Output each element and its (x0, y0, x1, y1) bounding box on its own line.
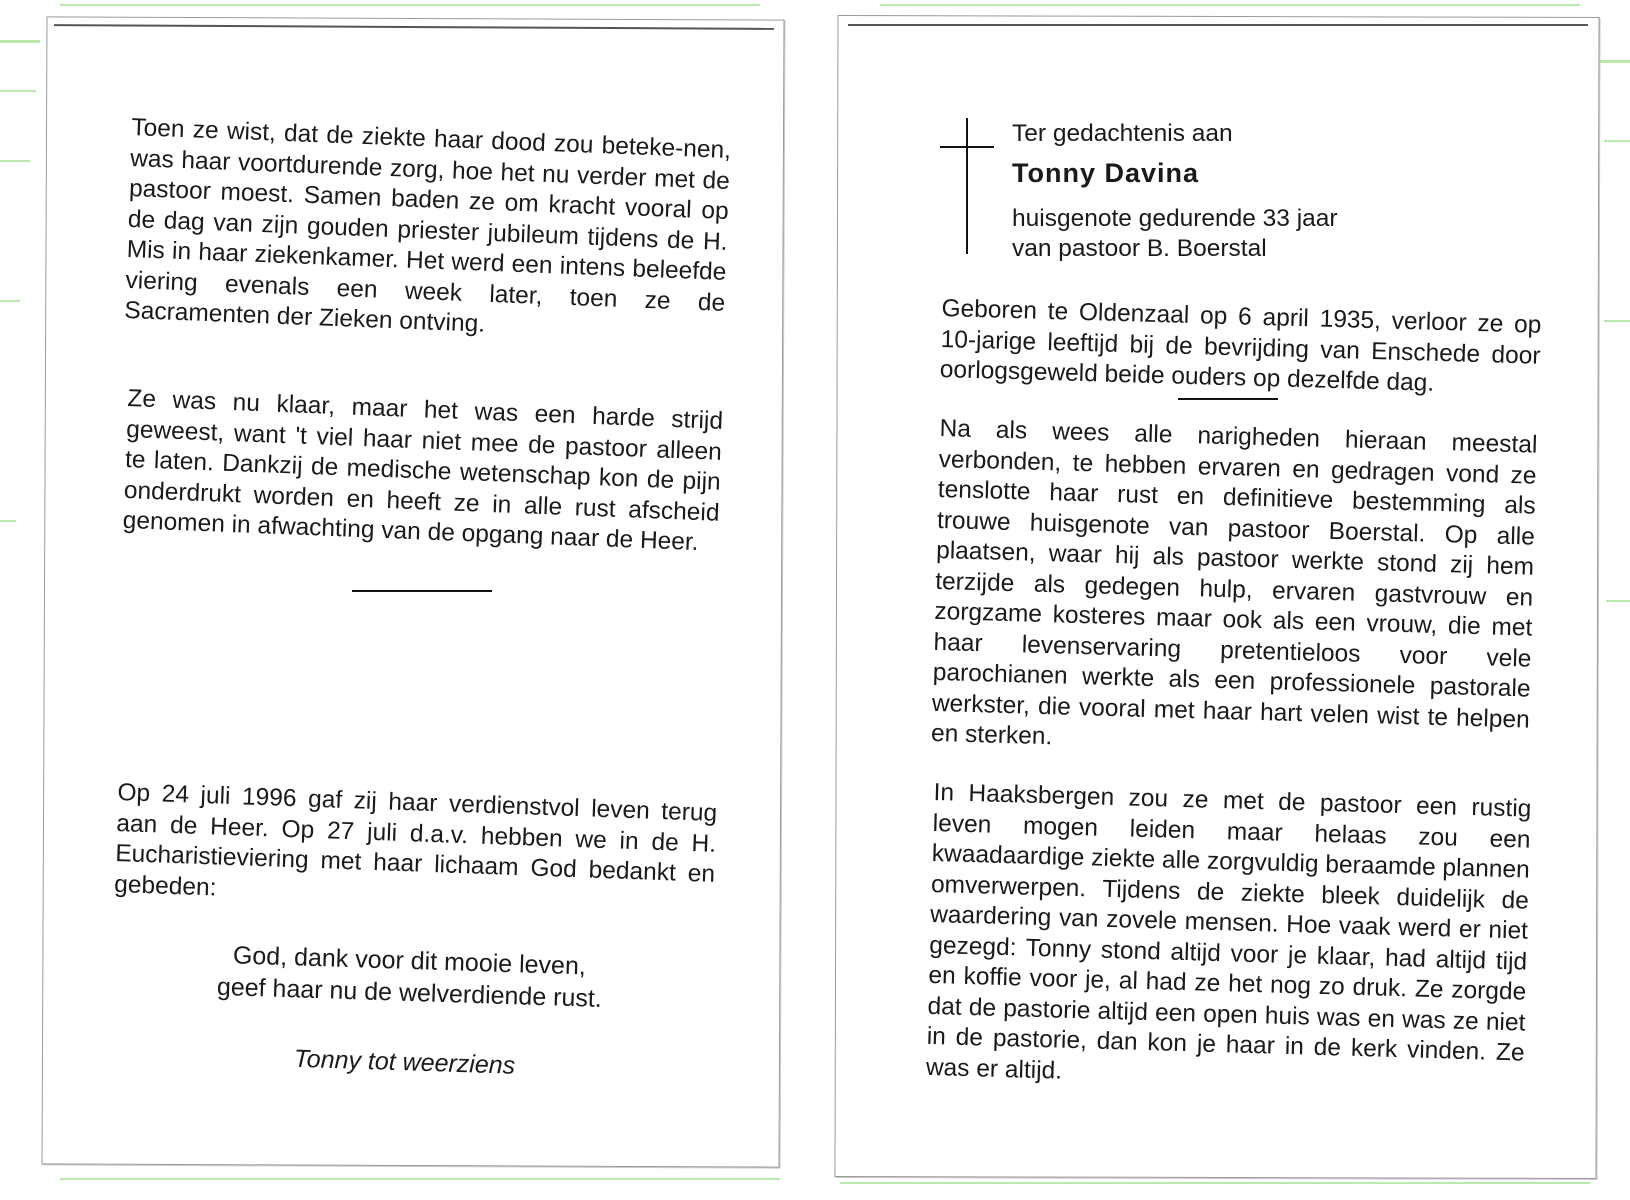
scan-streak (60, 1178, 780, 1180)
scan-streak (0, 160, 30, 162)
scan-streak (1604, 140, 1630, 142)
scan-streak (1600, 60, 1630, 63)
left-divider (352, 590, 492, 592)
prayer-line-2: geef haar nu de welverdiende rust. (216, 972, 603, 1013)
right-paragraph-1: Geboren te Oldenzaal op 6 april 1935, verloor ze op 10-jarige leeftijd bij de bevrijding van Enschede door oorlogsgeweld beide ouders op dezelfde dag. (939, 294, 1542, 397)
right-paragraph-2: Na als wees alle narigheden hieraan meestal verbonden, te hebben ervaren en gedragen vond ze tenslotte haar rust en definitieve bestemming als trouwe huisgenote van pastoor Boerstal. Op alle plaatsen, waar hij als pastoor werkte stond zij hem terzijde als gedegen hulp, ervaren gastvrouw en zorgzame kosteres maar ook als een vrouw, die met haar levenservaring pretentieloos voor vele parochianen werkte als een professionele pastorale werkster, die vooral met haar hart velen wist te helpen en sterken. (930, 414, 1538, 751)
right-paragraph-3: In Haaksbergen zou ze met de pastoor een rustig leven mogen leiden maar helaas zou een kwaadaardige ziekte alle zorgvuldig beraamde plannen omverwerpen. Tijdens de ziekte bleek duidelijk de waardering van zovele mensen. Hoe vaak werd er niet gezegd: Tonny stond altijd voor je klaar, had altijd tijd en koffie voor je, al had ze het nog zo druk. Ze zorgde dat de pastorie altijd een open huis was en was ze niet in de pastorie, dan kon je haar in de kerk vinden. Ze was er altijd. (925, 778, 1532, 1085)
scan-streak (60, 4, 760, 6)
memorial-subtitle-1: huisgenote gedurende 33 jaar (1012, 205, 1338, 232)
prayer-line-1: God, dank voor dit mooie leven, (232, 941, 587, 981)
cross-icon (940, 118, 996, 256)
scan-streak (0, 90, 36, 92)
scan-streak (840, 1182, 1590, 1184)
left-paragraph-3: Op 24 juli 1996 gaf zij haar verdienstvol leven terug aan de Heer. Op 27 juli d.a.v. hebben we in de H. Eucharistieviering met haar lichaam God bedankt en gebeden: (113, 778, 718, 901)
left-page-fold-edge (54, 24, 774, 50)
scan-streak (0, 520, 16, 522)
left-paragraph-2: Ze was nu klaar, maar het was een harde strijd geweest, want 't viel haar niet mee de pastoor alleen te laten. Dankzij de medische wetenschap kon de pijn onderdrukt worden en heeft ze in alle rust afscheid genomen in afwachting van de opgang naar de Heer. (122, 384, 724, 557)
scan-streak (1606, 600, 1630, 602)
scan-streak (0, 40, 40, 43)
scan-streak (1604, 320, 1630, 322)
right-page-fold-edge (848, 24, 1588, 46)
right-divider (1178, 398, 1278, 400)
left-paragraph-1: Toen ze wist, dat de ziekte haar dood zou beteke-nen, was haar voortdurende zorg, hoe het nu verder met de pastoor moest. Samen baden ze om kracht vooral op de dag van zijn gouden priester jubileum tijdens de H. Mis in haar ziekenkamer. Het werd een intens beleefde viering evenals een week later, toen ze de Sacramenten der Zieken ontving. (123, 113, 732, 338)
signoff: Tonny tot weerziens (293, 1044, 516, 1080)
memorial-subtitle-2: van pastoor B. Boerstal (1012, 235, 1267, 262)
memorial-intro: Ter gedachtenis aan (1012, 120, 1233, 147)
scan-streak (0, 300, 20, 302)
scan-streak (880, 4, 1580, 6)
deceased-name: Tonny Davina (1012, 158, 1200, 188)
